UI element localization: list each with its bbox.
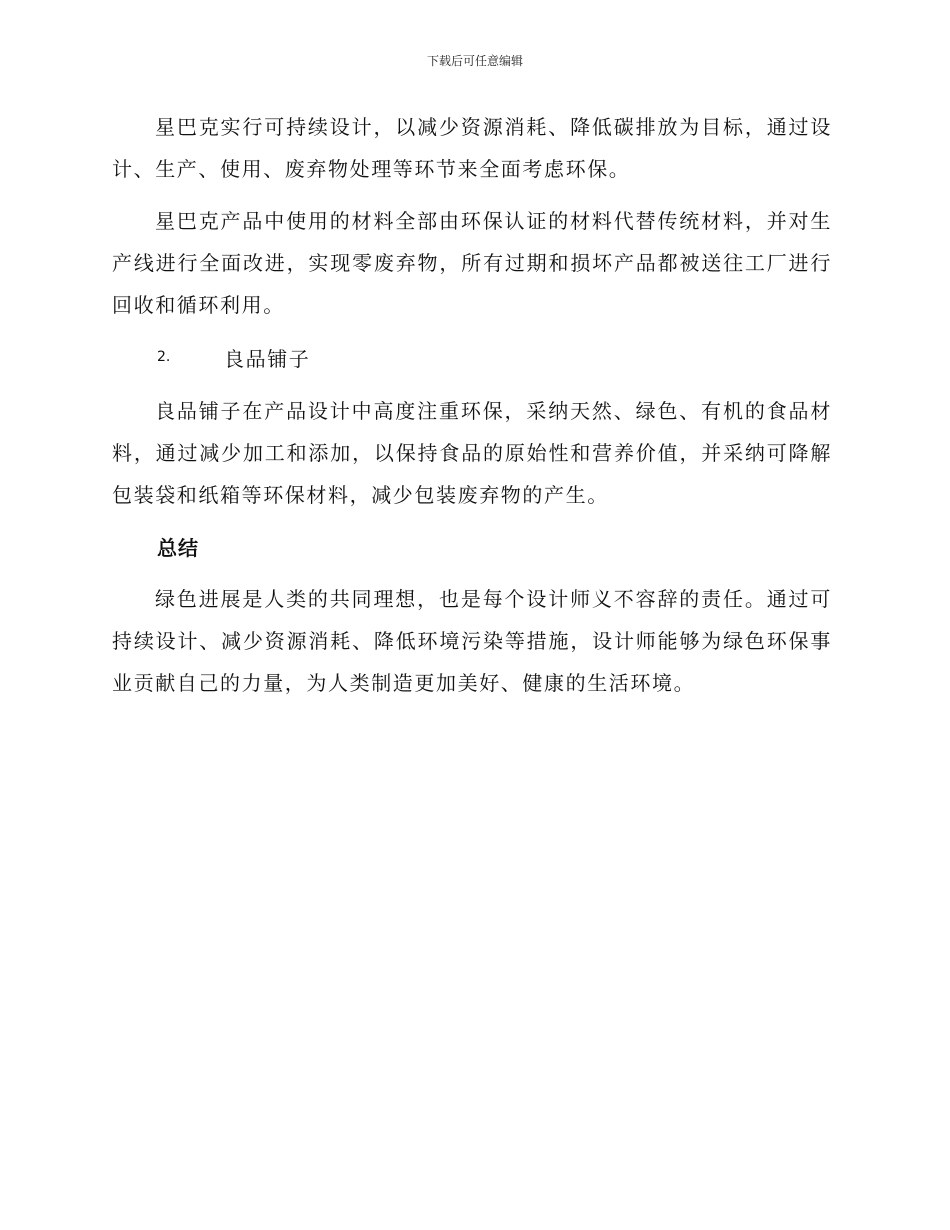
paragraph-liangpin: 良品铺子在产品设计中高度注重环保，采纳天然、绿色、有机的食品材料，通过减少加工和添加，以保持食品的原始性和营养价值，并采纳可降解包装袋和纸箱等环保材料，减少包装废弃物的产生。	[112, 399, 832, 507]
paragraph-summary: 绿色进展是人类的共同理想，也是每个设计师义不容辞的责任。通过可持续设计、减少资源消耗、降低环境污染等措施，设计师能够为绿色环保事业贡献自己的力量，为人类制造更加美好、健康的生活环境。	[112, 587, 832, 695]
list-item-number: 2.	[157, 349, 171, 365]
list-item-liangpin	[112, 336, 832, 378]
paragraph-starbucks-materials: 星巴克产品中使用的材料全部由环保认证的材料代替传统材料，并对生产线进行全面改进，实现零废弃物，所有过期和损坏产品都被送往工厂进行回收和循环利用。	[112, 209, 832, 317]
paragraph-starbucks-design: 星巴克实行可持续设计，以减少资源消耗、降低碳排放为目标，通过设计、生产、使用、废弃物处理等环节来全面考虑环保。	[112, 115, 832, 181]
document-body	[112, 106, 832, 714]
section-heading-summary: 总结	[157, 536, 199, 560]
page-header: 下载后可任意编辑	[426, 54, 523, 68]
list-item-title: 良品铺子	[224, 346, 311, 371]
